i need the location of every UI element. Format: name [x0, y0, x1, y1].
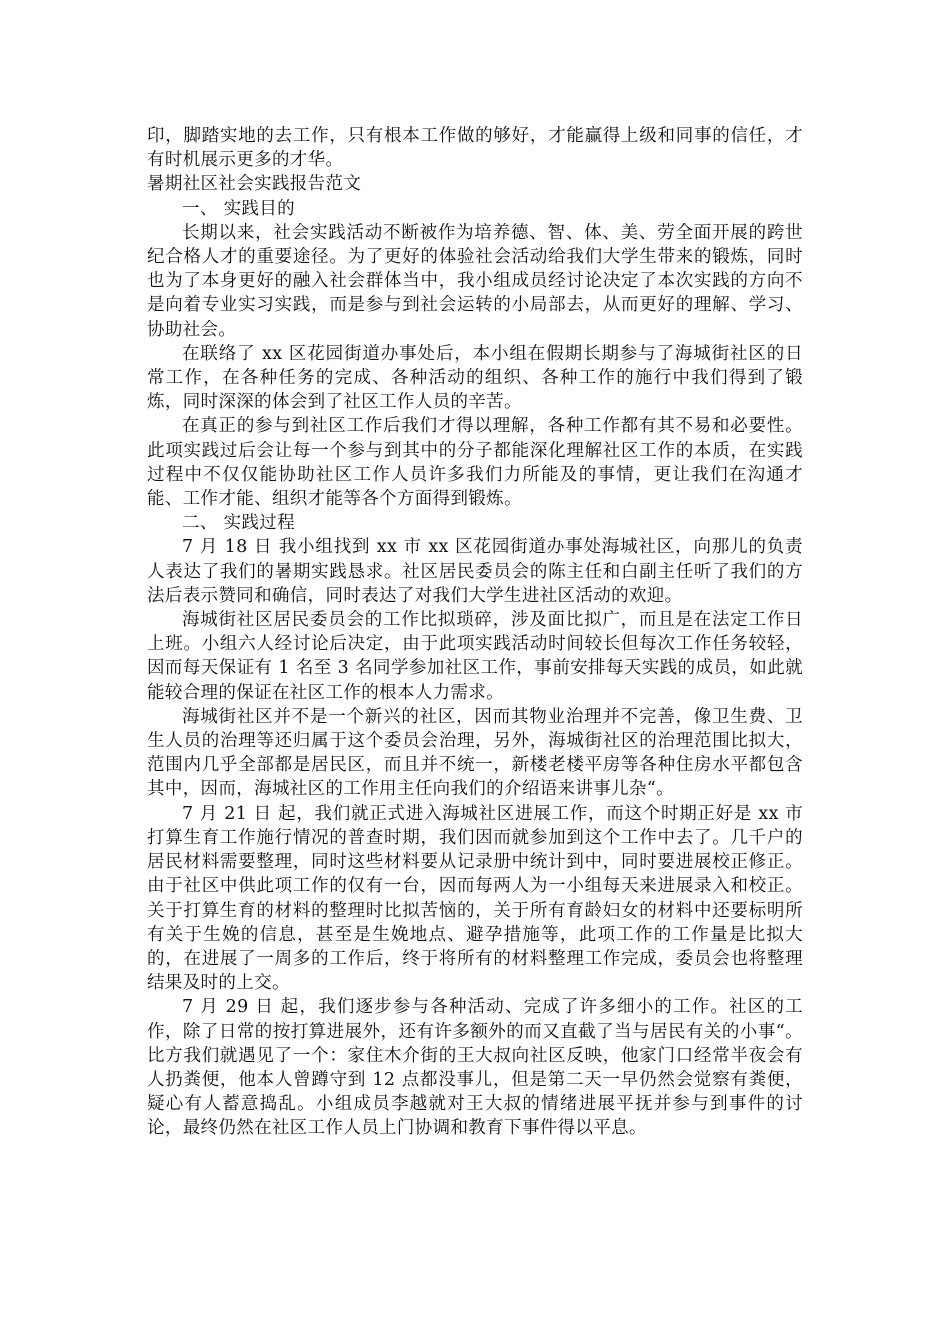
document-body [147, 124, 803, 1141]
paragraph: 7 月 18 日 我小组找到 xx 市 xx 区花园街道办事处海城社区，向那儿的负责人表达了我们的暑期实践恳求。社区居民委员会的陈主任和白副主任听了我们的方法后表示赞同和确信，同时表达了对我们大学生进社区活动的欢迎。 [147, 537, 803, 606]
paragraph: 海城街社区居民委员会的工作比拟琐碎，涉及面比拟广，而且是在法定工作日上班。小组六人经讨论后决定，由于此项实践活动时间较长但每次工作任务较轻，因而每天保证有 1 名至 3 名同学参加社区工作，事前安排每天实践的成员，如此就能较合理的保证在社区工作的根本人力需求。 [147, 610, 803, 703]
paragraph: 在真正的参与到社区工作后我们才得以理解，各种工作都有其不易和必要性。此项实践过后会让每一个参与到其中的分子都能深化理解社区工作的本质，在实践过程中不仅仅能协助社区工作人员许多我们力所能及的事情，更让我们在沟通才能、工作才能、组织才能等各个方面得到锻炼。 [147, 416, 803, 510]
paragraph: 海城街社区并不是一个新兴的社区，因而其物业治理并不完善，像卫生费、卫生人员的治理等还归属于这个委员会治理，另外，海城街社区的治理范围比拟大，范围内几乎全部都是居民区，而且并不统一，新楼老楼平房等各种住房水平都包含其中，因而，海城社区的工作用主任向我们的介绍语来讲事儿杂“。 [147, 706, 803, 800]
section-heading-purpose: 一、 实践目的 [182, 198, 296, 219]
document-title: 暑期社区社会实践报告范文 [147, 174, 362, 195]
paragraph: 长期以来，社会实践活动不断被作为培养德、智、体、美、劳全面开展的跨世纪合格人才的重要途径。为了更好的体验社会活动给我们大学生带来的锻炼，同时也为了本身更好的融入社会群体当中，我小组成员经讨论决定了本次实践的方向不是向着专业实习实践，而是参与到社会运转的小局部去，从而更好的理解、学习、协助社会。 [147, 222, 803, 340]
paragraph: 7 月 29 日 起，我们逐步参与各种活动、完成了许多细小的工作。社区的工作，除了日常的按打算进展外，还有许多额外的而又直截了当与居民有关的小事“。比方我们就遇见了一个：家住木介街的王大叔向社区反映，他家门口经常半夜会有人扔粪便，他本人曾蹲守到 12 点都没事儿，但是第二天一早仍然会觉察有粪便，疑心有人蓄意捣乱。小组成员李越就对王大叔的情绪进展平抚并参与到事件的讨论，最终仍然在社区工作人员上门协调和教育下事件得以平息。 [147, 997, 803, 1139]
paragraph: 7 月 21 日 起，我们就正式进入海城社区进展工作，而这个时期正好是 xx 市打算生育工作施行情况的普查时期，我们因而就参加到这个工作中去了。几千户的居民材料需要整理，同时这些材料要从记录册中统计到中，同时要进展校正修正。由于社区中供此项工作的仅有一台，因而每两人为一小组每天来进展录入和校正。关于打算生育的材料的整理时比拟苦恼的，关于所有育龄妇女的材料中还要标明所有关于生娩的信息，甚至是生娩地点、避孕措施等，此项工作的工作量是比拟大的，在进展了一周多的工作后，终于将所有的材料整理工作完成，委员会也将整理结果及时的上交。 [147, 803, 803, 994]
paragraph: 在联络了 xx 区花园街道办事处后，本小组在假期长期参与了海城街社区的日常工作，在各种任务的完成、各种活动的组织、各种工作的施行中我们得到了锻炼，同时深深的体会到了社区工作人员的辛苦。 [147, 343, 803, 413]
section-heading-process: 二、 实践过程 [182, 513, 296, 534]
paragraph-continuation: 印，脚踏实地的去工作，只有根本工作做的够好，才能赢得上级和同事的信任，才有时机展示更多的才华。 [147, 126, 803, 171]
